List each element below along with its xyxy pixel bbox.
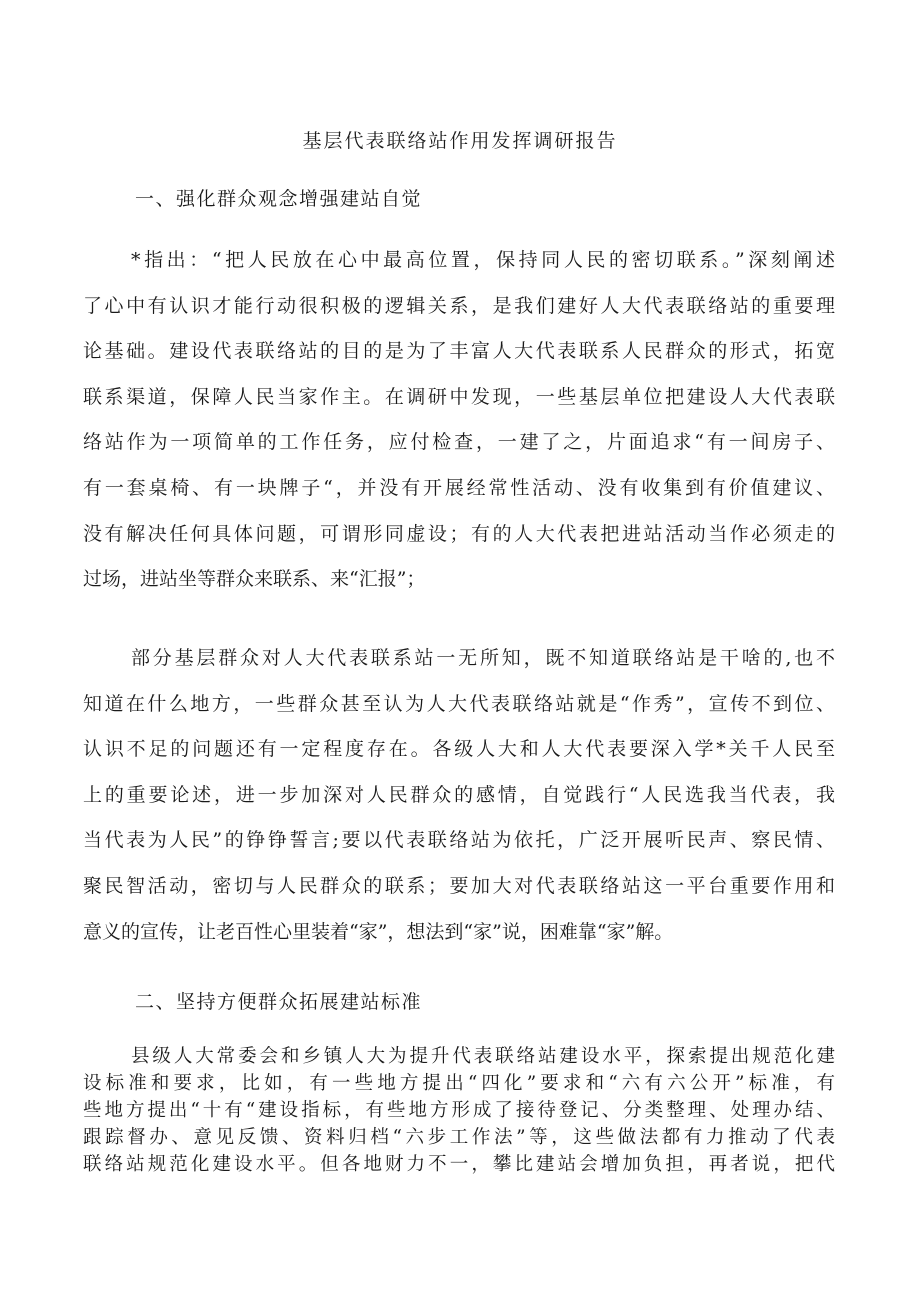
paragraph-line: 知道在什么地方，一些群众甚至认为人大代表联络站就是“作秀”，宣传不到位、 bbox=[83, 692, 835, 715]
paragraph-line: 部分基层群众对人大代表联系站一无所知，既不知道联络站是干啥的,也不 bbox=[131, 647, 835, 669]
section-heading-2: 二、坚持方便群众拓展建站标准 bbox=[135, 991, 423, 1013]
paragraph-line: 了心中有认识才能行动很积极的逻辑关系，是我们建好人大代表联络站的重要理 bbox=[83, 294, 835, 317]
paragraph-line: 认识不足的问题还有一定程度存在。各级人大和人大代表要深入学*关千人民至 bbox=[83, 738, 835, 761]
paragraph-line: 当代表为人民”的铮铮誓言;要以代表联络站为依托，广泛开展听民声、察民情、 bbox=[83, 829, 835, 852]
paragraph-line: 些地方提出“十有“建设指标，有些地方形成了接待登记、分类整理、处理办结、 bbox=[83, 1100, 835, 1121]
paragraph-line: *指出：“把人民放在心中最高位置，保持同人民的密切联系。”深刻阐述 bbox=[131, 249, 835, 271]
paragraph-line: 过场，进站坐等群众来联系、来“汇报”； bbox=[83, 568, 426, 591]
paragraph-line: 聚民智活动，密切与人民群众的联系；要加大对代表联络站这一平台重要作用和 bbox=[83, 874, 835, 897]
paragraph-line: 县级人大常委会和乡镇人大为提升代表联络站建设水平，探索提出规范化建 bbox=[131, 1046, 835, 1067]
paragraph-line: 有一套桌椅、有一块牌子“，并没有开展经常性活动、没有收集到有价值建议、 bbox=[83, 476, 835, 499]
section-heading-1: 一、强化群众观念增强建站自觉 bbox=[135, 188, 423, 210]
paragraph-line: 论基础。建设代表联络站的目的是为了丰富人大代表联系人民群众的形式，拓宽 bbox=[83, 340, 835, 363]
paragraph-line: 没有解决任何具体问题，可谓形同虚设；有的人大代表把进站活动当作必须走的 bbox=[83, 522, 835, 545]
paragraph-line: 上的重要论述，进一步加深对人民群众的感情，自觉践行“人民选我当代表，我 bbox=[83, 783, 835, 806]
paragraph-line: 联络站规范化建设水平。但各地财力不一，攀比建站会增加负担，再者说，把代 bbox=[83, 1154, 835, 1175]
paragraph-3 bbox=[83, 1043, 835, 1178]
paragraph-line: 络站作为一项简单的工作任务，应付检查，一建了之，片面追求“有一间房子、 bbox=[83, 431, 835, 454]
paragraph-1 bbox=[83, 238, 835, 603]
paragraph-line: 意义的宣传，让老百性心里装着“家”，想法到“家”说，困难靠“家”解。 bbox=[83, 920, 674, 943]
document-title: 基层代表联络站作用发挥调研报告 bbox=[302, 130, 618, 152]
paragraph-line: 联系渠道，保障人民当家作主。在调研中发现，一些基层单位把建设人大代表联 bbox=[83, 385, 835, 408]
paragraph-line: 设标准和要求，比如，有一些地方提出“四化”要求和“六有六公开”标准，有 bbox=[83, 1073, 835, 1094]
paragraph-2 bbox=[83, 636, 835, 955]
paragraph-line: 跟踪督办、意见反馈、资料归档“六步工作法”等，这些做法都有力推动了代表 bbox=[83, 1127, 835, 1148]
